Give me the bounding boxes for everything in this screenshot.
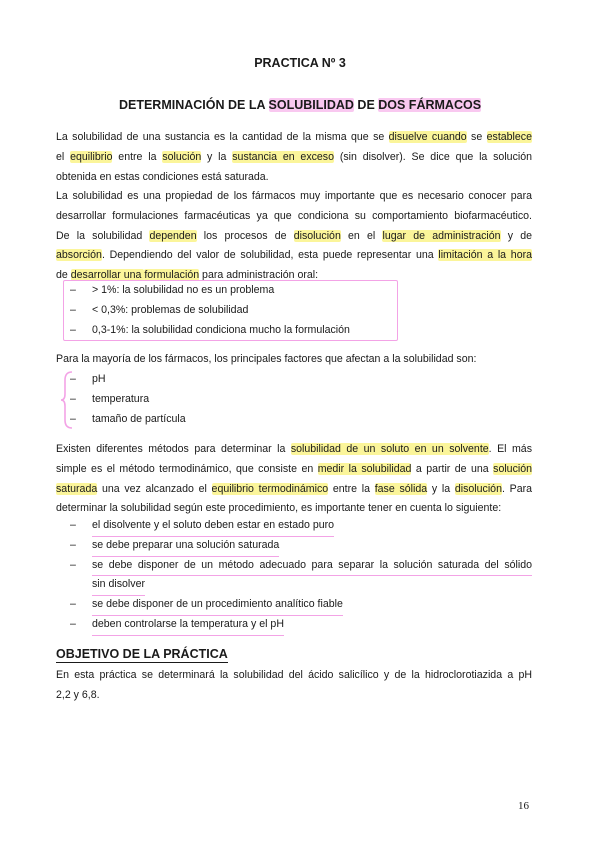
list-item-text: se debe preparar una solución saturada [92,536,279,557]
text-run: Existen diferentes métodos para determinar la [56,443,291,455]
text-run: De la solubilidad [56,229,150,242]
section-title [0,98,600,112]
list-item-text: deben controlarse la temperatura y el pH [92,615,284,636]
list-item-text: pH [92,373,106,385]
text-run: La solubilidad de una sustancia es la cantidad de la misma que se [56,131,389,143]
paragraph-objective [56,666,532,706]
highlight-run: lugar de administración [382,229,501,242]
text-run: (sin disolver). Se dice que la solución [334,150,533,163]
list-dash: – [70,412,76,425]
procedure-list [70,516,532,635]
highlight-run: establece [486,131,532,143]
list-item [70,516,532,536]
text-run: entre la [328,482,375,495]
text-line [56,480,532,500]
highlight-run: solución [162,150,202,163]
highlight-run: disolución [454,482,502,495]
text-line [56,227,532,247]
highlight-run: fase sólida [374,482,428,495]
paragraph-methods [56,440,532,519]
text-run: en el [340,229,383,242]
list-item-continuation [70,575,532,595]
text-run: el [56,150,71,163]
list-item-text: el disolvente y el soluto deben estar en estado puro [92,516,334,537]
text-line: determinar la solubilidad según este procedimiento, es importante tener en cuenta lo siguiente: [56,502,502,515]
list-item-text: temperatura [92,392,150,405]
text-run: y la [427,482,455,495]
text-line: En esta práctica se determinará la solubilidad del ácido salicílico y de la hidroclorotiazida a pH [56,669,532,681]
text-line: 2,2 y 6,8. [56,688,100,701]
text-run: para administración oral: [199,269,319,282]
text-run: . Dependiendo del valor de solubilidad, esta puede representar una [101,249,439,262]
text-run: simple es el método termodinámico, que consiste en [56,462,318,475]
text-line: obtenida en estas condiciones está saturada. [56,170,269,183]
list-dash: – [70,598,76,611]
text-run: . El más [488,443,532,455]
list-item [70,595,532,615]
text-run: se [466,131,487,143]
section-title-middle: DE [353,98,379,112]
page-number: 16 [518,800,529,812]
text-line: desarrollar formulaciones farmacéuticas ya que condiciona su comportamiento biofarmacéutico. [56,209,532,222]
highlight-run: limitación a la hora [438,249,533,262]
text-run: los procesos de [196,229,294,242]
list-item-text: sin disolver [92,575,145,596]
highlight-run: disuelve cuando [388,131,467,143]
highlight-run: saturada [56,482,98,495]
list-dash: – [70,323,76,336]
text-run: y la [201,150,233,163]
text-run: de [56,269,71,282]
list-dash: – [70,519,76,531]
highlight-run: equilibrio termodinámico [211,482,329,495]
list-item [70,556,532,576]
highlight-run: disolución [293,229,341,242]
highlight-run: medir la solubilidad [317,462,412,475]
highlight-run: sustancia en exceso [232,150,335,163]
highlight-run: absorción [56,249,102,262]
paragraph-factors [56,350,532,370]
text-line [56,246,532,266]
paragraph-importance [56,187,532,286]
text-run: . Para [501,482,533,495]
list-item [70,536,532,556]
text-line: Para la mayoría de los fármacos, los principales factores que afectan a la solubilidad son: [56,353,477,365]
text-line [56,128,532,148]
list-dash: – [70,617,76,630]
text-line [56,440,532,460]
highlight-run: solución [493,462,533,475]
highlight-run: desarrollar una [70,269,145,282]
text-run: a partir de una [411,462,494,475]
text-line [56,460,532,480]
highlight-run: dependen [149,229,197,242]
list-dash: – [70,392,76,405]
list-item-text: tamaño de partícula [92,412,186,425]
section-title-highlight-1: SOLUBILIDAD [268,98,354,112]
highlight-run: equilibrio [70,150,113,163]
highlight-run: formulación [144,269,200,282]
text-line: La solubilidad es una propiedad de los fármacos muy importante que es necesario conocer para [56,190,532,202]
text-run: entre la [112,150,163,163]
list-item [70,615,532,635]
list-item-text: se debe disponer de un método adecuado para separar la solución saturada del sólido [92,556,532,577]
paragraph-definition [56,128,532,187]
list-dash: – [70,558,76,571]
list-item-text: se debe disponer de un procedimiento analítico fiable [92,595,343,616]
section-title-highlight-2: DOS FÁRMACOS [378,98,482,112]
list-dash: – [70,373,76,385]
objective-heading: OBJETIVO DE LA PRÁCTICA [56,647,228,661]
text-line [56,148,532,168]
list-item-text: 0,3-1%: la solubilidad condiciona mucho la formulación [92,323,350,336]
list-dash: – [70,538,76,551]
section-title-prefix: DETERMINACIÓN DE LA [118,98,269,112]
list-dash: – [70,303,76,316]
highlight-run: solubilidad de un soluto en un solvente [290,443,489,455]
text-run: y de [500,229,533,242]
list-item-text: < 0,3%: problemas de solubilidad [92,303,249,316]
list-item-text: > 1%: la solubilidad no es un problema [92,284,275,296]
text-run: una vez alcanzado el [97,482,212,495]
practice-title: PRACTICA Nº 3 [254,56,346,70]
list-dash: – [70,284,76,296]
